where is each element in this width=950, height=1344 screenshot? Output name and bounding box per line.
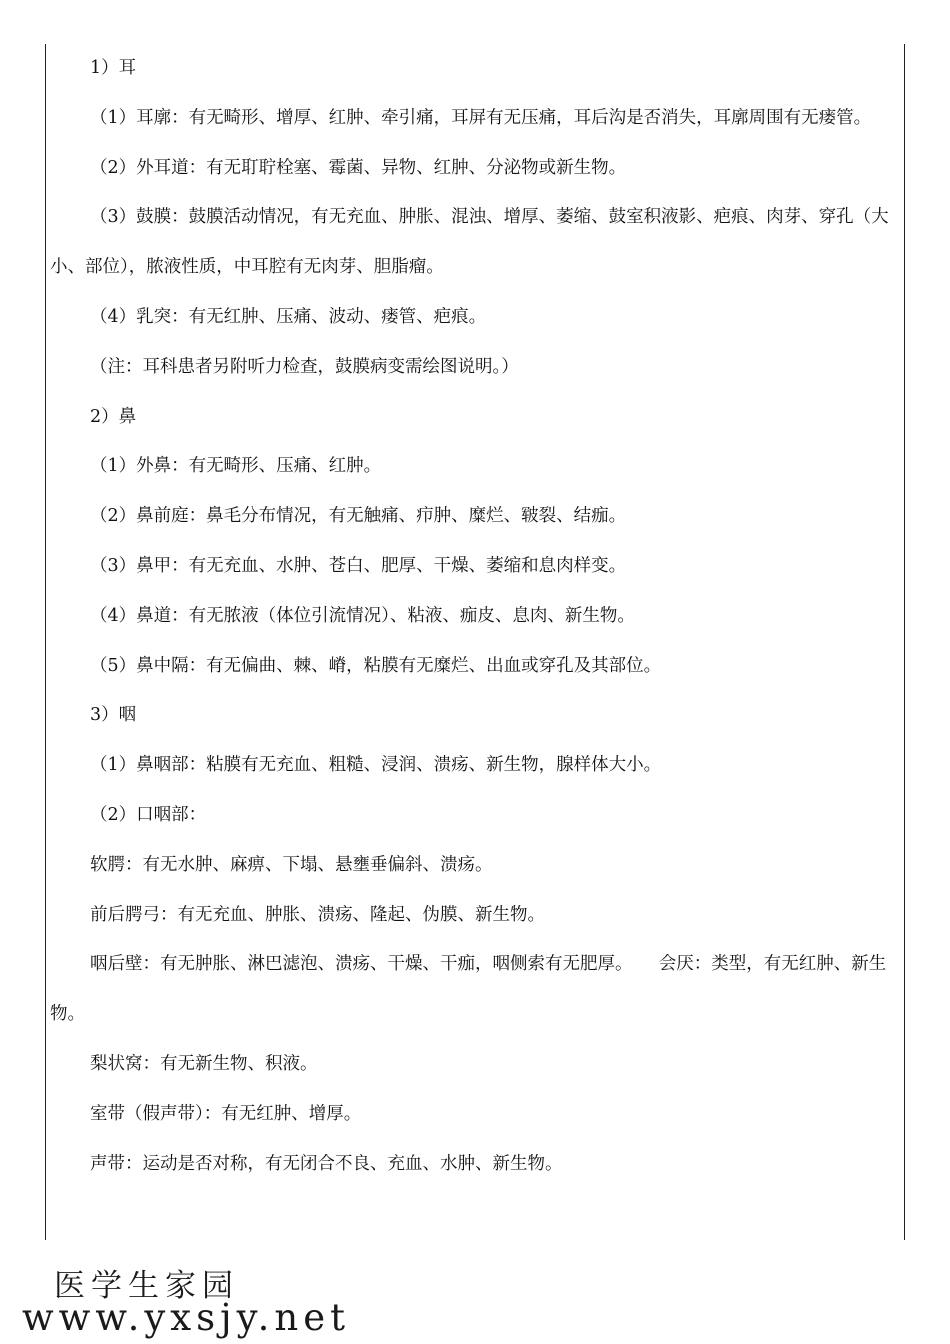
document-paragraph: 室带（假声带）：有无红肿、增厚。	[90, 1103, 362, 1124]
document-paragraph: （3）鼻甲：有无充血、水肿、苍白、肥厚、干燥、萎缩和息肉样变。	[90, 555, 627, 576]
document-paragraph: 2）鼻	[90, 406, 137, 427]
document-paragraph: （4）鼻道：有无脓液（体位引流情况）、粘液、痂皮、息肉、新生物。	[90, 605, 635, 626]
document-paragraph: 梨状窝：有无新生物、积液。	[90, 1053, 318, 1074]
document-paragraph: （1）外鼻：有无畸形、压痛、红肿。	[90, 456, 382, 477]
document-body	[50, 44, 900, 1189]
watermark-url: www.yxsjy.net	[22, 1296, 350, 1339]
document-paragraph: 声带：运动是否对称，有无闭合不良、充血、水肿、新生物。	[90, 1153, 563, 1174]
document-paragraph: 3）咽	[90, 705, 137, 726]
document-paragraph: （1）鼻咽部：粘膜有无充血、粗糙、浸润、溃疡、新生物，腺样体大小。	[90, 755, 662, 776]
document-paragraph: （5）鼻中隔：有无偏曲、棘、嵴，粘膜有无糜烂、出血或穿孔及其部位。	[90, 655, 662, 676]
document-paragraph: （注：耳科患者另附听力检查，鼓膜病变需绘图说明。）	[90, 356, 519, 377]
watermark-chinese: 医学生家园	[54, 1268, 239, 1304]
document-paragraph: 软腭：有无水肿、麻痹、下塌、悬壅垂偏斜、溃疡。	[90, 854, 493, 875]
document-paragraph: （2）外耳道：有无耵聍栓塞、霉菌、异物、红肿、分泌物或新生物。	[90, 157, 627, 178]
document-paragraph: （2）口咽部：	[90, 804, 207, 825]
document-paragraph: （3）鼓膜：鼓膜活动情况，有无充血、肿胀、混浊、增厚、萎缩、鼓室积液影、疤痕、肉芽、穿孔（大小、部位），脓液性质，中耳腔有无肉芽、胆脂瘤。	[50, 207, 889, 278]
document-paragraph: （2）鼻前庭：鼻毛分布情况，有无触痛、疖肿、糜烂、皲裂、结痂。	[90, 506, 627, 527]
document-paragraph: （4）乳突：有无红肿、压痛、波动、瘘管、疤痕。	[90, 306, 487, 327]
document-paragraph: （1）耳廓：有无畸形、增厚、红肿、牵引痛，耳屏有无压痛，耳后沟是否消失，耳廓周围有无瘘管。	[90, 107, 872, 128]
document-paragraph: 1）耳	[90, 58, 137, 78]
document-paragraph: 前后腭弓：有无充血、肿胀、溃疡、隆起、伪膜、新生物。	[90, 904, 545, 925]
document-paragraph: 咽后壁：有无肿胀、淋巴滤泡、溃疡、干燥、干痂，咽侧索有无肥厚。 会厌：类型，有无红肿、新生物。	[50, 954, 887, 1025]
